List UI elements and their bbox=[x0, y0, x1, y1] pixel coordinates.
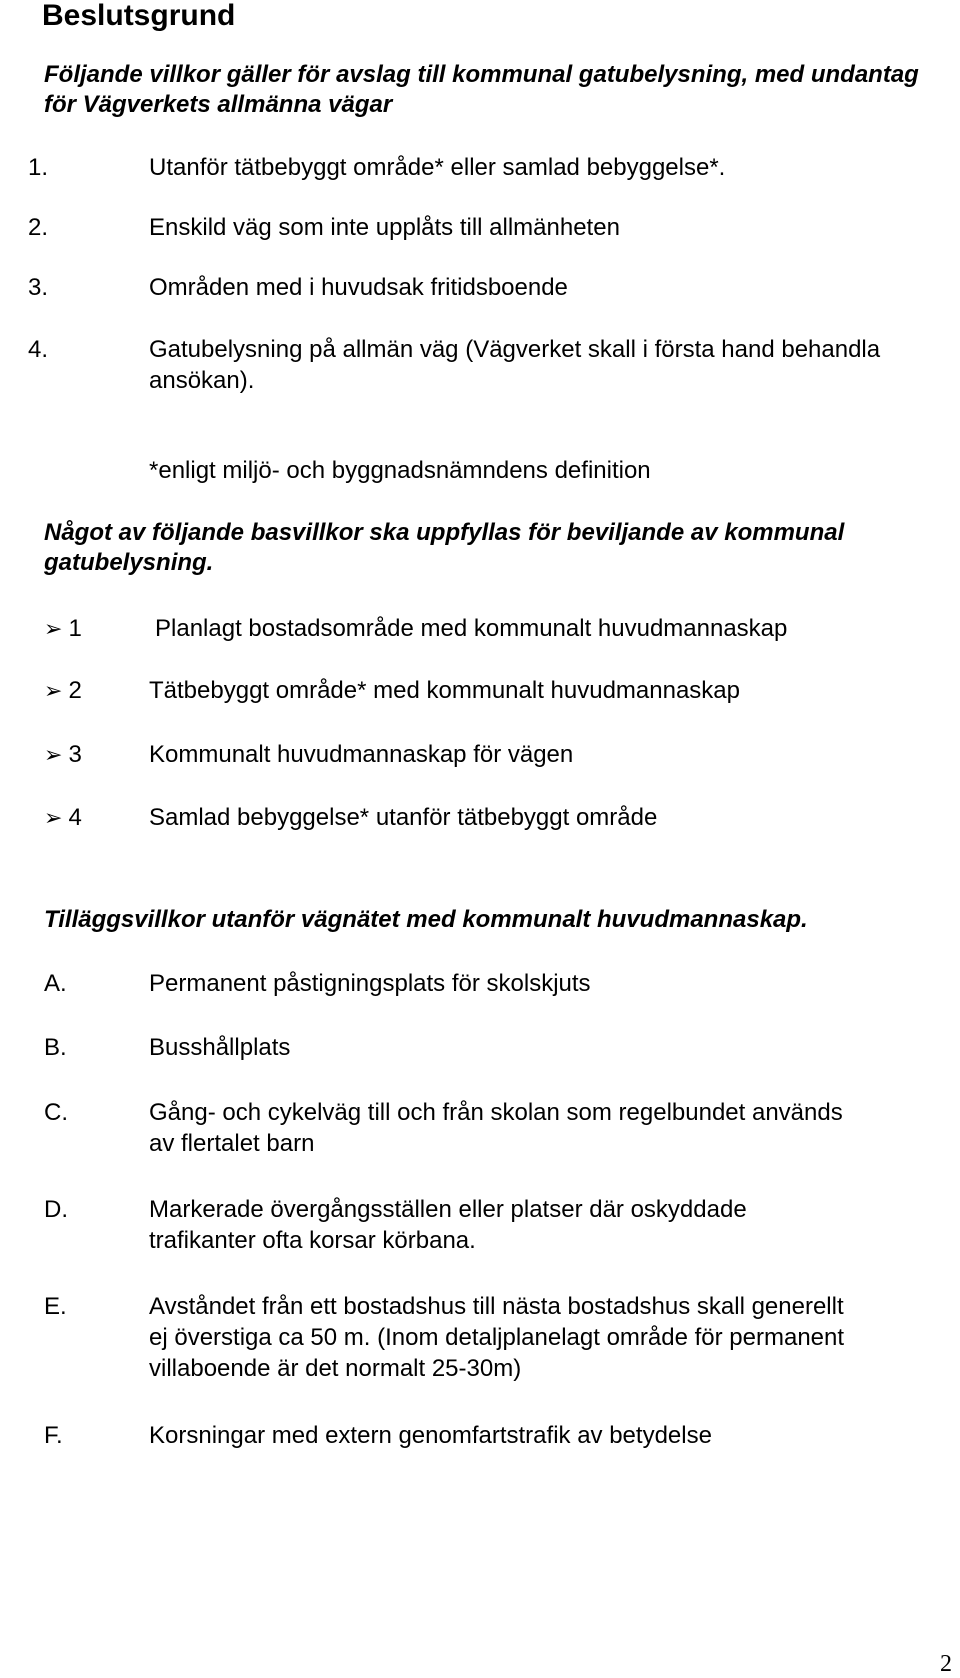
page-number: 2 bbox=[940, 1651, 952, 1677]
list-item-text: Busshållplats bbox=[149, 1034, 291, 1061]
list-marker: F. bbox=[44, 1422, 63, 1449]
page-title: Beslutsgrund bbox=[42, 0, 236, 32]
list-marker: 1. bbox=[28, 154, 49, 181]
list-item-text: Markerade övergångsställen eller platser där oskyddade trafikanter ofta korsar körbana. bbox=[149, 1196, 747, 1254]
list-marker: 3. bbox=[28, 274, 49, 301]
list-item-text: Planlagt bostadsområde med kommunalt huvudmannaskap bbox=[155, 615, 788, 642]
list-item-text: Enskild väg som inte upplåts till allmänheten bbox=[149, 214, 620, 241]
list-item-text: Gång- och cykelväg till och från skolan som regelbundet används av flertalet barn bbox=[149, 1099, 843, 1157]
list-marker bbox=[44, 740, 82, 770]
list-item-text: Områden med i huvudsak fritidsboende bbox=[149, 274, 568, 301]
list-number: 1 bbox=[68, 615, 82, 642]
list-marker: C. bbox=[44, 1099, 68, 1126]
list-marker: D. bbox=[44, 1196, 68, 1223]
list-item-text: Korsningar med extern genomfartstrafik av betydelse bbox=[149, 1422, 712, 1449]
definition-footnote: *enligt miljö- och byggnadsnämndens definition bbox=[149, 457, 651, 484]
section-basvillkor-heading: Något av följande basvillkor ska uppfyllas för beviljande av kommunal gatubelysning. bbox=[44, 519, 845, 576]
list-item-text: Tätbebyggt område* med kommunalt huvudmannaskap bbox=[149, 677, 740, 704]
list-marker: A. bbox=[44, 970, 67, 997]
section-tillaggsvillkor-heading: Tilläggsvillkor utanför vägnätet med kommunalt huvudmannaskap. bbox=[44, 906, 808, 933]
list-number: 3 bbox=[68, 741, 82, 768]
list-item-text: Kommunalt huvudmannaskap för vägen bbox=[149, 741, 574, 768]
section-avslag-heading: Följande villkor gäller för avslag till kommunal gatubelysning, med undantag för Vägverkets allmänna vägar bbox=[44, 61, 919, 118]
arrow-bullet-icon: ➢ bbox=[44, 678, 63, 703]
arrow-bullet-icon: ➢ bbox=[44, 805, 63, 830]
list-item-text: Utanför tätbebyggt område* eller samlad bebyggelse*. bbox=[149, 154, 726, 181]
list-marker: 2. bbox=[28, 214, 49, 241]
list-item-text: Samlad bebyggelse* utanför tätbebyggt område bbox=[149, 804, 658, 831]
list-item-text: Avståndet från ett bostadshus till nästa bostadshus skall generellt ej överstiga ca 50 m. (Inom detaljplanelagt område för permanent villaboende är det normalt 25-30m) bbox=[149, 1293, 845, 1382]
list-item-text: Gatubelysning på allmän väg (Vägverket skall i första hand behandla ansökan). bbox=[149, 336, 881, 394]
list-number: 4 bbox=[68, 804, 82, 831]
list-marker: 4. bbox=[28, 336, 49, 363]
arrow-bullet-icon: ➢ bbox=[44, 742, 63, 767]
arrow-bullet-icon: ➢ bbox=[44, 616, 63, 641]
list-item-text: Permanent påstigningsplats för skolskjuts bbox=[149, 970, 591, 997]
list-marker bbox=[44, 803, 82, 833]
list-marker bbox=[44, 676, 82, 706]
list-marker: E. bbox=[44, 1293, 67, 1320]
list-marker bbox=[44, 614, 82, 644]
list-number: 2 bbox=[68, 677, 82, 704]
list-marker: B. bbox=[44, 1034, 67, 1061]
